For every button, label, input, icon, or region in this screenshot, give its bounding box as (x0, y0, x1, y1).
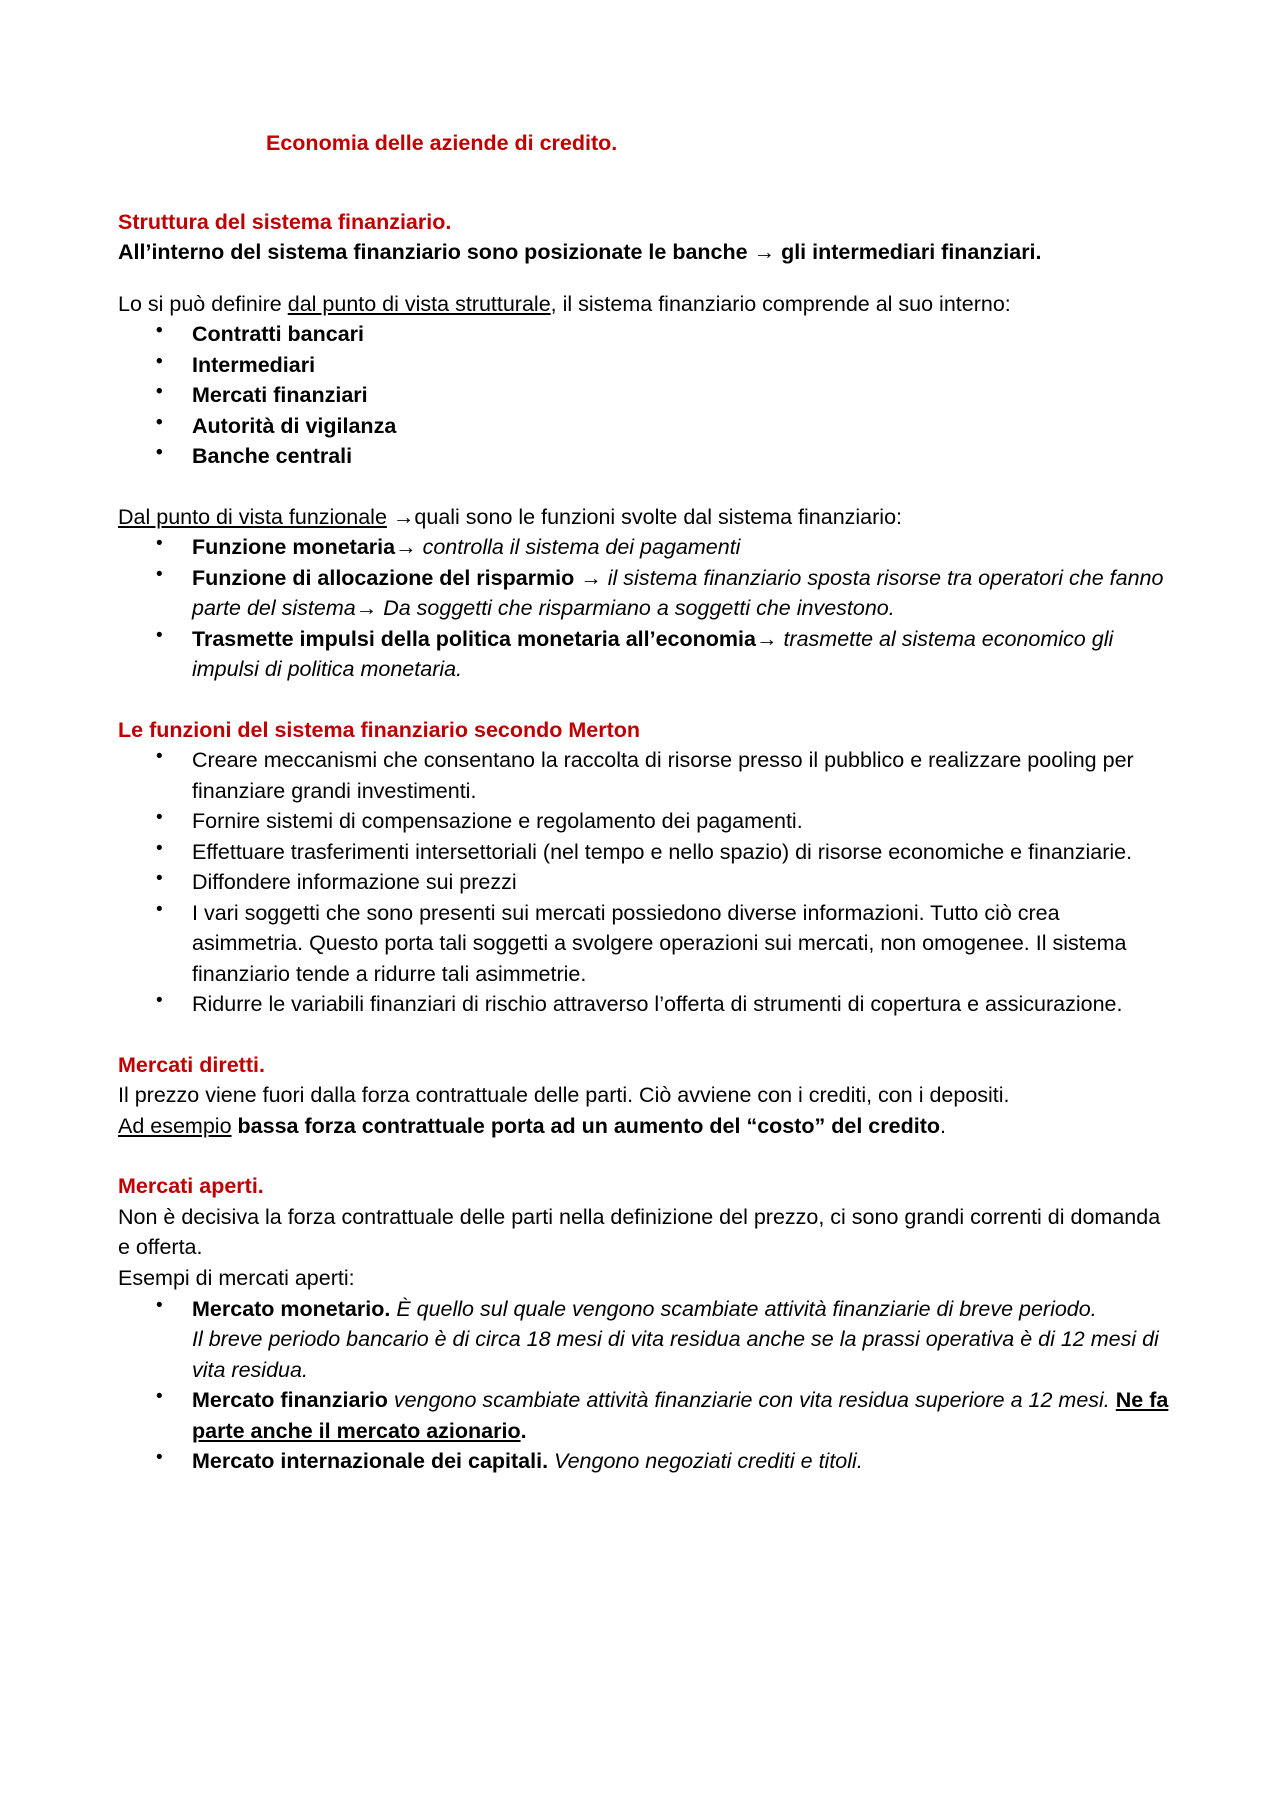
item-definition: controlla il sistema dei pagamenti (422, 535, 741, 560)
arrow-icon: → (395, 535, 417, 560)
mercati-diretti-para: Il prezzo viene fuori dalla forza contrattuale delle parti. Ciò avviene con i crediti, con i depositi. (118, 1083, 1010, 1108)
item-term: Funzione monetaria (192, 535, 396, 560)
document-body (118, 128, 1170, 1477)
heading-mercati-diretti: Mercati diretti. (118, 1052, 265, 1077)
list-item (118, 563, 1170, 624)
list-item: • Autorità di vigilanza (118, 411, 1170, 442)
list-item (118, 1446, 1170, 1477)
list-item (118, 1385, 1170, 1446)
mercati-aperti-examples-label: Esempi di mercati aperti: (118, 1265, 355, 1290)
item-note-tail: . (520, 1418, 527, 1443)
funzionale-intro-after: quali sono le funzioni svolte dal sistema finanziario: (414, 504, 903, 529)
funzionale-intro-underlined: Dal punto di vista funzionale (118, 504, 387, 529)
item-note-underlined: Ne fa parte anche il mercato azionario (192, 1388, 1169, 1443)
arrow-icon: → (755, 626, 778, 651)
item-definition: trasmette al sistema economico gli impulsi di politica monetaria. (192, 626, 1114, 682)
list-item: • Contratti bancari (118, 319, 1170, 350)
heading-merton: Le funzioni del sistema finanziario secondo Merton (118, 717, 641, 742)
item-definition-continued: Da soggetti che risparmiano a soggetti che investono. (383, 596, 895, 621)
list-item: • Ridurre le variabili finanziari di rischio attraverso l’offerta di strumenti di copertura e assicurazione. (118, 989, 1170, 1020)
heading-struttura: Struttura del sistema finanziario. (118, 209, 452, 234)
list-item: • Banche centrali (118, 441, 1170, 472)
arrow-icon: → (355, 596, 378, 621)
document-title: Economia delle aziende di credito. (266, 131, 618, 155)
merton-list (118, 745, 1170, 1020)
example-end: . (940, 1113, 946, 1138)
spacer (118, 685, 1170, 715)
item-term: Mercato monetario. (192, 1296, 391, 1321)
spacer (118, 159, 1170, 207)
item-definition: il sistema finanziario sposta risorse tra operatori che fanno parte del sistema (192, 565, 1164, 621)
list-item: • I vari soggetti che sono presenti sui mercati possiedono diverse informazioni. Tutto ciò crea asimmetria. Questo porta tali soggetti a svolgere operazioni sui mercati, non omogenee. Il sistema finanziario tende a ridurre tali asimmetrie. (118, 898, 1170, 990)
item-definition: Vengono negoziati crediti e titoli. (554, 1449, 863, 1474)
struttura-intro (118, 289, 1170, 320)
struttura-intro-underlined: dal punto di vista strutturale (287, 291, 551, 316)
list-item (118, 624, 1170, 685)
mercati-diretti-example (118, 1111, 1170, 1142)
example-underlined: Ad esempio (118, 1113, 232, 1138)
struttura-lead-part2: gli intermediari finanziari. (781, 240, 1042, 265)
list-item: • Mercati finanziari (118, 380, 1170, 411)
spacer (118, 1141, 1170, 1171)
list-item (118, 1294, 1170, 1386)
struttura-list (118, 319, 1170, 472)
item-definition-continued: Il breve periodo bancario è di circa 18 mesi di vita residua anche se la prassi operativa è di 12 mesi di vita residua. (192, 1327, 1159, 1382)
example-bold: bassa forza contrattuale porta ad un aumento del “costo” del credito (237, 1113, 940, 1138)
arrow-icon: → (753, 240, 776, 265)
list-item: • Diffondere informazione sui prezzi (118, 867, 1170, 898)
item-definition: vengono scambiate attività finanziarie con vita residua superiore a 12 mesi. (393, 1388, 1110, 1413)
heading-mercati-aperti: Mercati aperti. (118, 1174, 264, 1199)
mercati-aperti-para: Non è decisiva la forza contrattuale delle parti nella definizione del prezzo, ci sono grandi correnti di domanda e offerta. (118, 1204, 1161, 1260)
item-term: Mercato finanziario (192, 1388, 388, 1413)
list-item: • Effettuare trasferimenti intersettoriali (nel tempo e nello spazio) di risorse economiche e finanziarie. (118, 837, 1170, 868)
list-item: • Creare meccanismi che consentano la raccolta di risorse presso il pubblico e realizzare pooling per finanziare grandi investimenti. (118, 745, 1170, 806)
funzionale-list (118, 532, 1170, 685)
struttura-intro-after: , il sistema finanziario comprende al suo interno: (550, 291, 1011, 316)
item-definition: È quello sul quale vengono scambiate attività finanziarie di breve periodo. (396, 1296, 1097, 1321)
list-item (118, 532, 1170, 563)
spacer (118, 268, 1170, 289)
struttura-lead-part1: All’interno del sistema finanziario sono posizionate le banche (118, 240, 748, 265)
arrow-icon: → (580, 565, 602, 590)
mercati-aperti-list (118, 1294, 1170, 1477)
item-term: Trasmette impulsi della politica monetaria all’economia (192, 626, 756, 651)
struttura-lead (118, 237, 1170, 268)
list-item: • Intermediari (118, 350, 1170, 381)
spacer (118, 1020, 1170, 1050)
item-term: Funzione di allocazione del risparmio (192, 565, 575, 590)
list-item: • Fornire sistemi di compensazione e regolamento dei pagamenti. (118, 806, 1170, 837)
item-term: Mercato internazionale dei capitali. (192, 1449, 549, 1474)
arrow-icon: → (392, 504, 415, 529)
funzionale-intro (118, 502, 1170, 533)
struttura-intro-before: Lo si può definire (118, 291, 288, 316)
spacer (118, 472, 1170, 502)
